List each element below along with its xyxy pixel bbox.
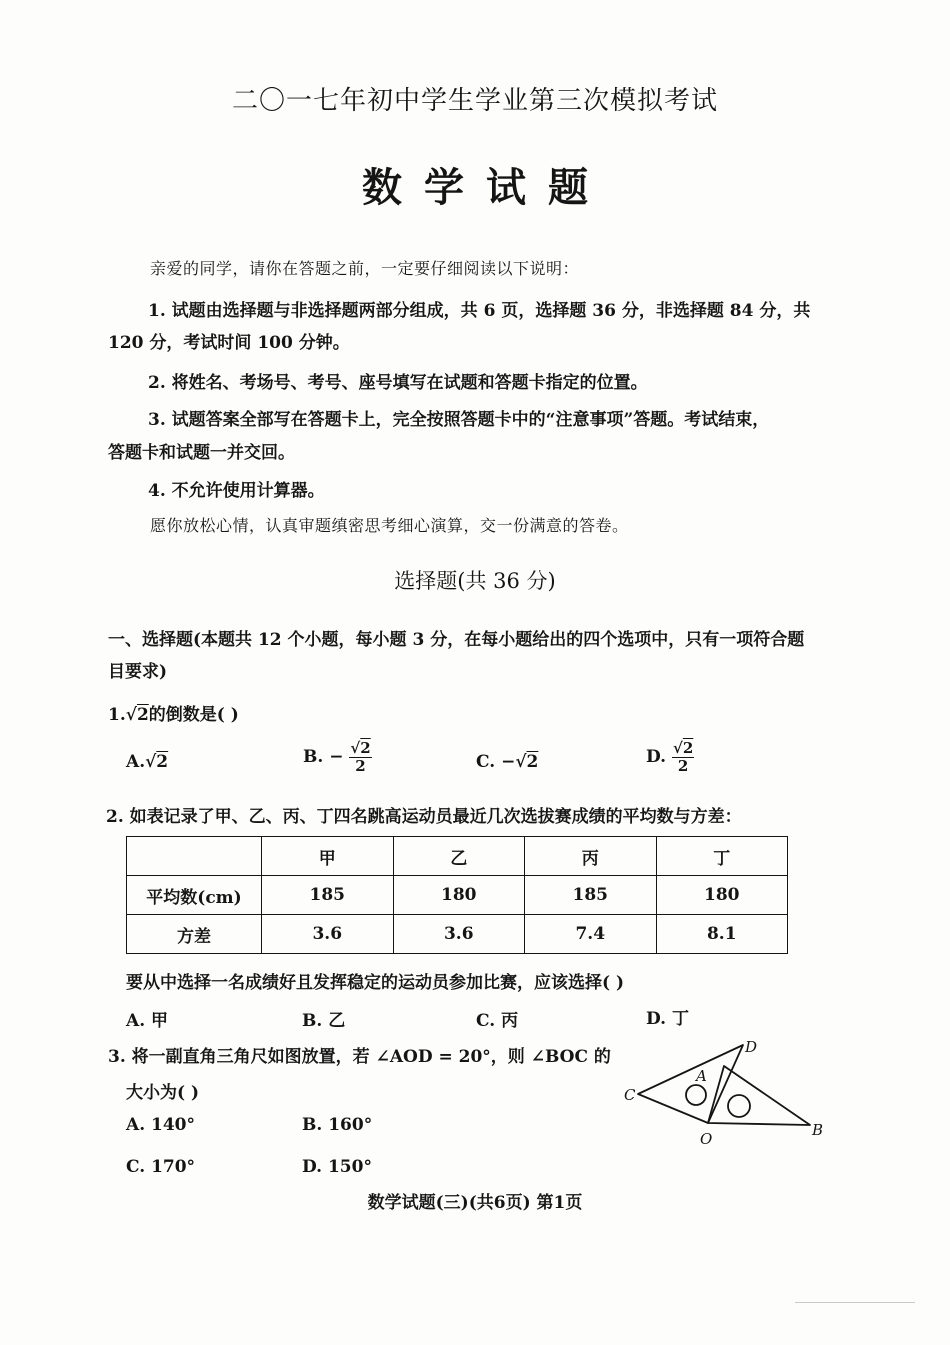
instruction-2: 2. 将姓名、考场号、考号、座号填写在试题和答题卡指定的位置。 [148,373,648,393]
label-c: C [624,1086,636,1104]
question-2-option-b[interactable]: B. 乙 [302,1011,346,1031]
instruction-3-line-2: 答题卡和试题一并交回。 [108,443,295,463]
page-footer: 数学试题(三)(共6页) 第1页 [367,1193,583,1213]
question-3-option-c[interactable]: C. 170° [126,1157,196,1177]
label-b: B [812,1121,824,1139]
section-heading: 选择题(共 36 分) [394,569,556,593]
athlete-stats-table [126,836,788,954]
table-header-cell: 甲 [262,837,394,876]
table-cell: 平均数(cm) [127,876,262,915]
triangle-hole-left [686,1085,706,1105]
instructions-wish: 愿你放松心情，认真审题缜密思考细心演算，交一份满意的答卷。 [150,516,629,535]
question-1-sqrt: √2 [125,705,149,725]
table-row [127,876,788,915]
table-cell: 185 [525,876,657,915]
fraction: $\frac{√2}{2}$ [672,739,694,775]
question-1-option-c[interactable]: C. −√2 [476,752,539,772]
question-3-option-b[interactable]: B. 160° [302,1115,373,1135]
part1-instructions-line-1: 一、选择题(本题共 12 个小题，每小题 3 分，在每小题给出的四个选项中，只有一项符合题 [108,630,805,650]
table-cell: 3.6 [262,915,394,954]
table-cell: 8.1 [656,915,788,954]
instruction-1-line-2: 120 分，考试时间 100 分钟。 [108,333,350,353]
table-cell: 180 [393,876,525,915]
instruction-1-line-1: 1. 试题由选择题与非选择题两部分组成，共 6 页，选择题 36 分，非选择题 84 分，共 [148,301,811,321]
question-2-option-d[interactable]: D. 丁 [646,1009,689,1029]
table-cell: 185 [262,876,394,915]
question-3-stem-line-2: 大小为( ) [126,1083,200,1103]
label-o: O [700,1130,713,1148]
instruction-4: 4. 不允许使用计算器。 [148,481,325,501]
table-header-cell [127,837,262,876]
label-a: A [696,1067,707,1085]
table-row [127,915,788,954]
question-2-option-a[interactable]: A. 甲 [126,1011,169,1031]
part1-instructions-line-2: 目要求) [108,662,168,682]
question-1-option-b[interactable]: B. − $\frac{√2}{2}$ [303,739,371,775]
question-1-number: 1. [108,705,126,725]
table-cell: 3.6 [393,915,525,954]
instructions-greeting: 亲爱的同学，请你在答题之前，一定要仔细阅读以下说明： [150,259,580,278]
question-2-stem: 2. 如表记录了甲、乙、丙、丁四名跳高运动员最近几次选拔赛成绩的平均数与方差： [106,807,742,827]
question-2-question: 要从中选择一名成绩好且发挥稳定的运动员参加比赛，应该选择( ) [126,973,625,993]
table-cell: 7.4 [525,915,657,954]
fraction: $\frac{√2}{2}$ [350,739,371,775]
question-2-option-c[interactable]: C. 丙 [476,1011,519,1031]
table-header-cell: 丁 [656,837,788,876]
table-cell: 180 [656,876,788,915]
question-3-stem-line-1: 3. 将一副直角三角尺如图放置，若 ∠AOD = 20°，则 ∠BOC 的 [108,1047,611,1067]
question-1-option-d[interactable]: D. $\frac{√2}{2}$ [646,739,694,775]
question-1-text: 的倒数是( ) [148,705,239,725]
exam-title: 二〇一七年初中学生学业第三次模拟考试 [231,86,718,116]
set-squares-figure [620,1032,835,1154]
question-3-option-d[interactable]: D. 150° [302,1157,372,1177]
triangle-ocd [638,1045,743,1123]
scan-mark [795,1302,915,1303]
triangle-oab [708,1066,810,1125]
triangle-hole-right [728,1095,750,1117]
question-1-stem [108,700,239,725]
table-cell: 方差 [127,915,262,954]
table-header-cell: 丙 [525,837,657,876]
question-1-option-a[interactable]: A.√2 [126,752,169,772]
instruction-3-line-1: 3. 试题答案全部写在答题卡上，完全按照答题卡中的“注意事项”答题。考试结束， [148,410,770,430]
subject-title: 数学试题 [362,164,610,211]
table-header-cell: 乙 [393,837,525,876]
table-header-row [127,837,788,876]
label-d: D [745,1038,758,1056]
question-3-option-a[interactable]: A. 140° [126,1115,196,1135]
